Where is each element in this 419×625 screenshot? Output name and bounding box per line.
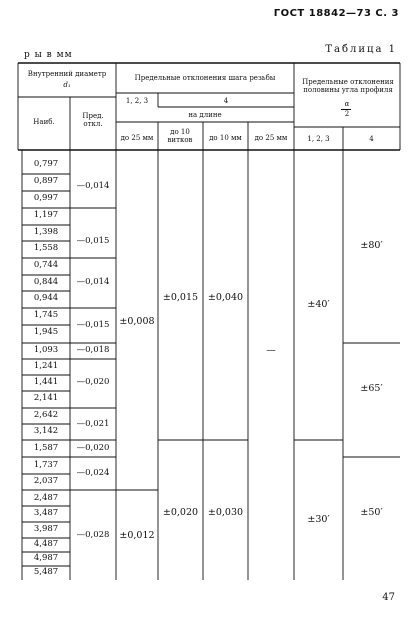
pitch-10mm-lower-value: ±0,030 bbox=[207, 507, 244, 518]
diameter-cell: 1,745 bbox=[33, 310, 59, 320]
diameter-cell: 2,487 bbox=[33, 493, 59, 503]
angle-4-value-3: ±50′ bbox=[360, 507, 383, 518]
diameter-cell: 3,987 bbox=[33, 524, 59, 534]
diameter-cell: 2,141 bbox=[33, 393, 59, 403]
pitch-25mm-b-dash: — bbox=[266, 345, 276, 356]
diameter-cell: 4,987 bbox=[33, 553, 59, 563]
diameter-cell: 0,844 bbox=[33, 277, 59, 287]
len-25mm-a: до 25 мм bbox=[120, 134, 154, 142]
diameter-cell: 4,487 bbox=[33, 539, 59, 549]
pitch-classes-123: 1, 2, 3 bbox=[125, 97, 149, 105]
deviation-cell: —0,028 bbox=[76, 530, 110, 540]
diameter-cell: 1,945 bbox=[33, 327, 59, 337]
nominal-header: Наиб. bbox=[33, 118, 55, 126]
page-header: ГОСТ 18842—73 С. 3 bbox=[273, 8, 399, 19]
diameter-cell: 0,944 bbox=[33, 293, 59, 303]
deviation-cell: —0,020 bbox=[76, 443, 110, 453]
deviation-cell: —0,014 bbox=[76, 277, 110, 287]
deviation-cell: —0,015 bbox=[76, 320, 110, 330]
diameter-cell: 3,142 bbox=[33, 426, 59, 436]
deviation-cell: —0,024 bbox=[76, 468, 110, 478]
deviation-cell: —0,020 bbox=[76, 377, 110, 387]
angle-123-upper-value: ±40′ bbox=[307, 299, 330, 310]
alpha-denominator: 2 bbox=[344, 110, 350, 118]
pitch-10turns-upper-value: ±0,015 bbox=[162, 292, 199, 303]
diameter-cell: 0,897 bbox=[33, 176, 59, 186]
deviation-cell: —0,021 bbox=[76, 419, 110, 429]
units-note: р ы в мм bbox=[24, 50, 73, 60]
diameter-cell: 1,587 bbox=[33, 443, 59, 453]
pitch-10mm-upper-value: ±0,040 bbox=[207, 292, 244, 303]
diameter-cell: 1,197 bbox=[33, 210, 59, 220]
diameter-cell: 0,744 bbox=[33, 260, 59, 270]
diameter-cell: 1,737 bbox=[33, 460, 59, 470]
deviation-header: Пред. откл. bbox=[82, 112, 104, 129]
len-10mm: до 10 мм bbox=[209, 134, 242, 142]
alpha-numerator: α bbox=[344, 100, 350, 108]
half-angle-group-header: Предельные отклонения половины угла профиля bbox=[302, 78, 394, 95]
len-25mm-b: до 25 мм bbox=[254, 134, 288, 142]
len-10-turns: до 10 витков bbox=[167, 128, 193, 145]
diameter-cell: 1,558 bbox=[33, 243, 59, 253]
deviation-cell: —0,014 bbox=[76, 181, 110, 191]
deviation-cell: —0,015 bbox=[76, 236, 110, 246]
pitch-25mm-upper-value: ±0,008 bbox=[119, 316, 155, 327]
diameter-cell: 2,037 bbox=[33, 476, 59, 486]
inner-diameter-header: Внутренний диаметр bbox=[27, 70, 107, 78]
angle-4-value-1: ±80′ bbox=[360, 240, 383, 251]
pitch-group-header: Предельные отклонения шага резьбы bbox=[134, 74, 276, 82]
table-name: Таблица 1 bbox=[325, 44, 397, 55]
on-length-header: на длине bbox=[188, 111, 222, 119]
angle-class-4: 4 bbox=[369, 135, 374, 143]
diameter-cell: 1,398 bbox=[33, 227, 59, 237]
diameter-cell: 0,797 bbox=[33, 159, 59, 169]
pitch-10turns-lower-value: ±0,020 bbox=[162, 507, 199, 518]
page-number: 47 bbox=[382, 592, 395, 603]
diameter-cell: 3,487 bbox=[33, 508, 59, 518]
d1-symbol: d₁ bbox=[63, 81, 71, 89]
angle-123-lower-value: ±30′ bbox=[307, 514, 330, 525]
diameter-cell: 1,241 bbox=[33, 361, 59, 371]
diameter-cell: 2,642 bbox=[33, 410, 59, 420]
diameter-cell: 1,093 bbox=[33, 345, 59, 355]
pitch-25mm-lower-value: ±0,012 bbox=[119, 530, 155, 541]
angle-classes-123: 1, 2, 3 bbox=[307, 135, 330, 143]
angle-4-value-2: ±65′ bbox=[360, 383, 383, 394]
diameter-cell: 0,997 bbox=[33, 193, 59, 203]
pitch-class-4: 4 bbox=[223, 97, 229, 105]
diameter-cell: 1,441 bbox=[33, 377, 59, 387]
diameter-cell: 5,487 bbox=[33, 567, 59, 577]
deviation-cell: —0,018 bbox=[76, 345, 110, 355]
